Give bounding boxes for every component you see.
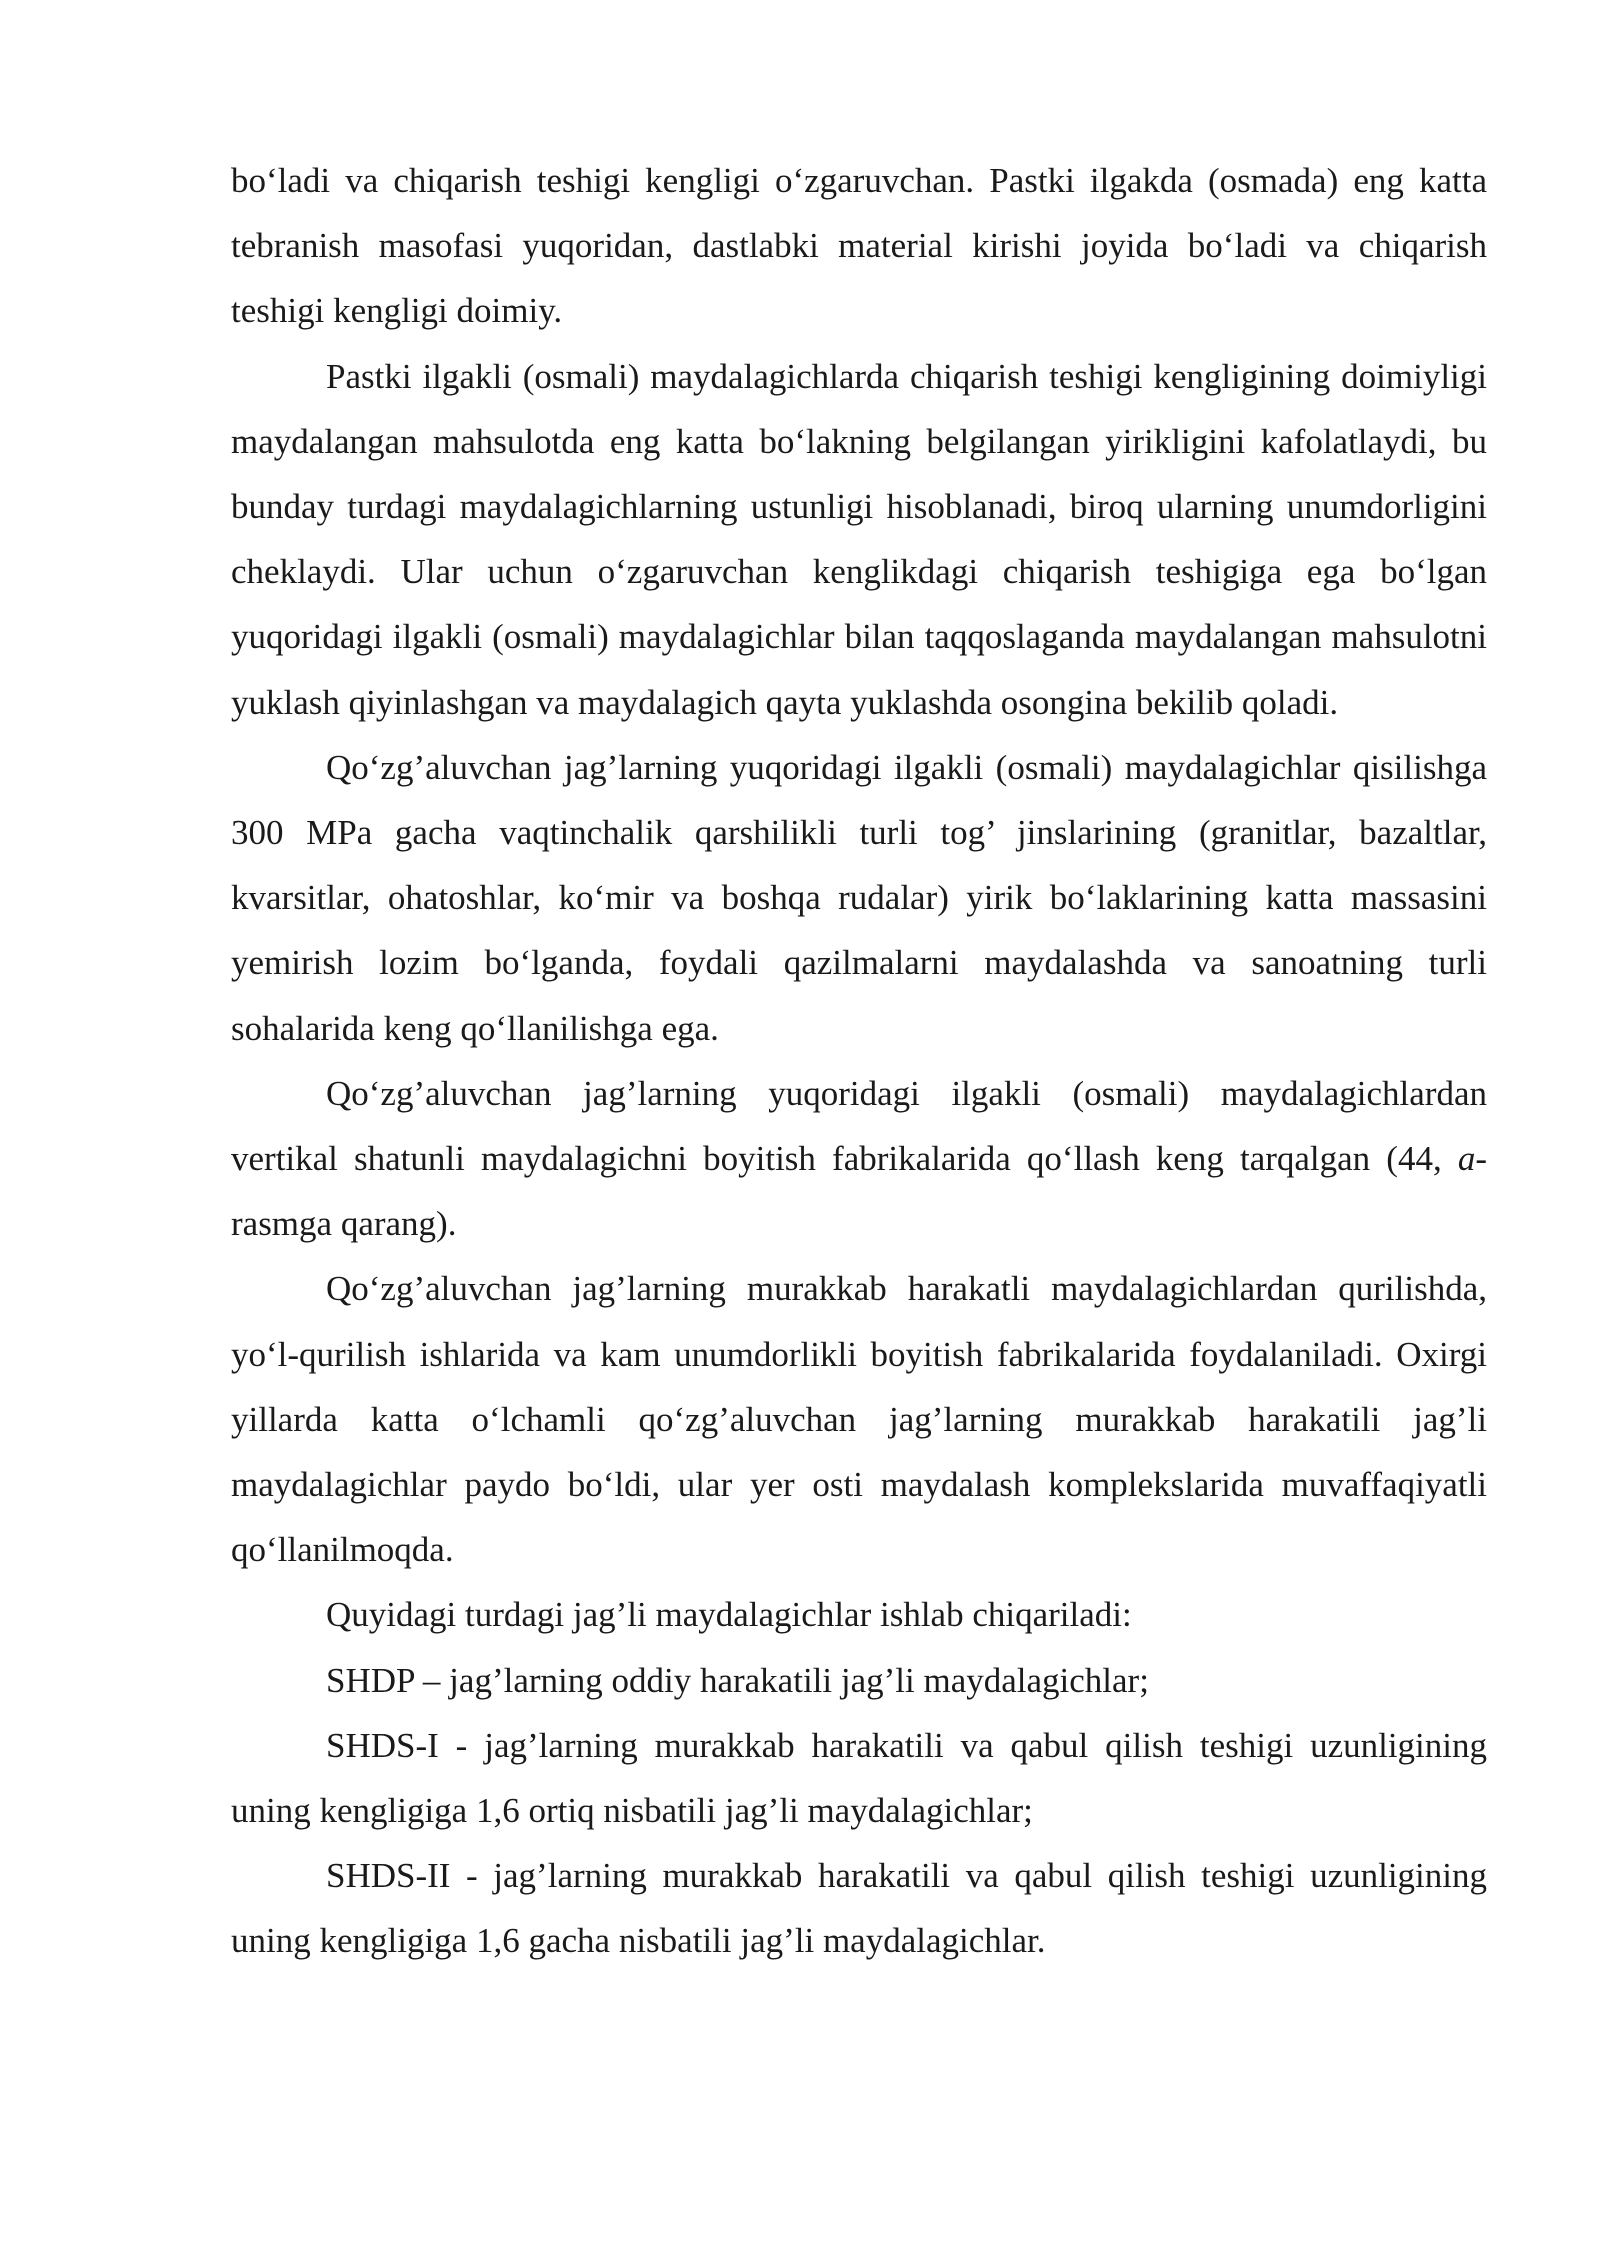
figure-ref-italic: a: [1457, 1139, 1476, 1179]
paragraph-text-after: -rasmga qarang).: [231, 1139, 1487, 1244]
paragraph-text-before: Qo‘zg’aluvchan jag’larning yuqoridagi ilgakli (osmali) maydalagichlardan vertikal shatunli maydalagichni boyitish fabrikalarida qo‘llash keng tarqalgan (44,: [231, 1073, 1487, 1179]
paragraph-lower-pivot-crushers: Pastki ilgakli (osmali) maydalagichlarda chiqarish teshigi kengligining doimiyligi maydalangan mahsulotda eng katta bo‘lakning belgilangan yirikligini kafolatlaydi, bu bunday turdagi maydalagichlarning ustunligi hisoblanadi, biroq ularning unumdorligini cheklaydi. Ular uchun o‘zgaruvchan kenglikdagi chiqarish teshigiga ega bo‘lgan yuqoridagi ilgakli (osmali) maydalagichlar bilan taqqoslaganda maydalangan mahsulotni yuklash qiyinlashgan va maydalagich qayta yuklashda osongina bekilib qoladi.: [231, 356, 1487, 722]
list-item-shds-i: SHDS-I - jag’larning murakkab harakatili va qabul qilish teshigi uzunligining uning kengligiga 1,6 ortiq nisbatili jag’li maydalagichlar;: [231, 1725, 1487, 1831]
paragraph-continuation: bo‘ladi va chiqarish teshigi kengligi o‘zgaruvchan. Pastki ilgakda (osmada) eng katta tebranish masofasi yuqoridan, dastlabki material kirishi joyida bo‘ladi va chiqarish teshigi kengligi doimiy.: [231, 161, 1487, 331]
list-item-shdp: SHDP – jag’larning oddiy harakatili jag’li maydalagichlar;: [326, 1660, 1149, 1700]
body-text: [231, 148, 1487, 1974]
paragraph-vertical-shatun: [231, 1061, 1487, 1257]
paragraph-upper-pivot-applications: Qo‘zg’aluvchan jag’larning yuqoridagi ilgakli (osmali) maydalagichlar qisilishga 300 MPa gacha vaqtinchalik qarshilikli turli tog’ jinslarining (granitlar, bazaltlar, kvarsitlar, ohatoshlar, ko‘mir va boshqa rudalar) yirik bo‘laklarining katta massasini yemirish lozim bo‘lganda, foydali qazilmalarni maydalashda va sanoatning turli sohalarida keng qo‘llanilishga ega.: [231, 747, 1487, 1048]
list-item-shds-ii: SHDS-II - jag’larning murakkab harakatili va qabul qilish teshigi uzunligining uning kengligiga 1,6 gacha nisbatili jag’li maydalagichlar.: [231, 1856, 1487, 1961]
paragraph-complex-motion: Qo‘zg’aluvchan jag’larning murakkab harakatli maydalagichlardan qurilishda, yo‘l-qurilish ishlarida va kam unumdorlikli boyitish fabrikalarida foydalaniladi. Oxirgi yillarda katta o‘lchamli qo‘zg’aluvchan jag’larning murakkab harakatili jag’li maydalagichlar paydo bo‘ldi, ular yer osti maydalash komplekslarida muvaffaqiyatli qo‘llanilmoqda.: [231, 1269, 1487, 1570]
paragraph-types-intro: Quyidagi turdagi jag’li maydalagichlar ishlab chiqariladi:: [326, 1595, 1132, 1635]
